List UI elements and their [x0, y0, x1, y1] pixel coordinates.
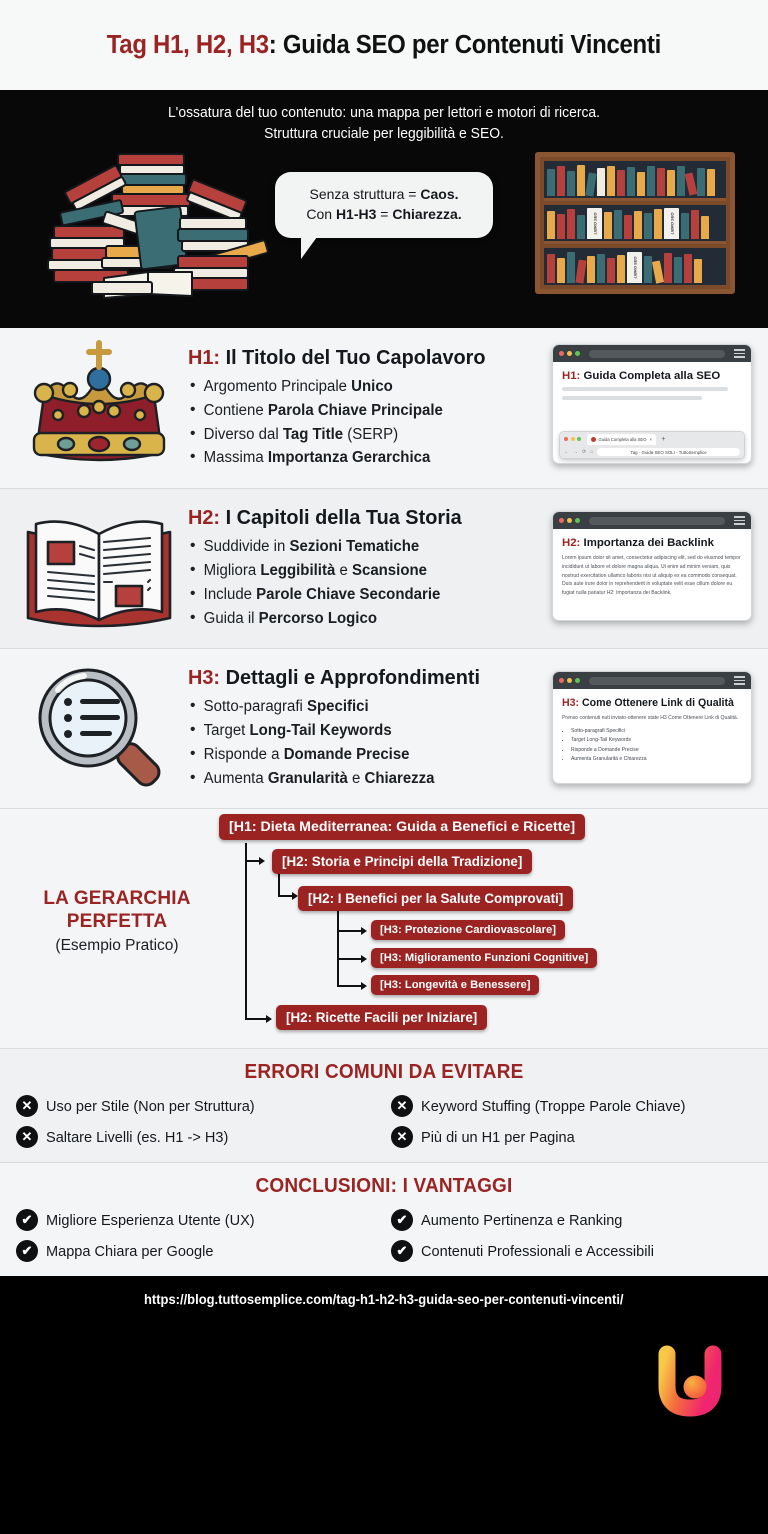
mockup-bullet-list: [571, 727, 742, 765]
arrow-icon: [361, 927, 367, 935]
magnifier-list-icon: [14, 654, 184, 804]
mockup-body-text: Lorem ipsum dolor sit amet, consectetur adipiscing elit, sed do eiusmod tempor incididunt ut labore et dolore magna aliqua. Ut enim ad minim veniam, quis nostrud exercitation ullamco laboris nisi ut aliquip ex ea commodo consequat. Duis aute irure dolor in reprehenderit in voluptate velit esse cillum dolore eu fugiat nulla pariatur H2: Importanza dei Backlink.: [562, 555, 741, 596]
connector-branch: [337, 907, 339, 987]
hierarchy-node-h2-3: [H2: Ricette Facili per Iniziare]: [276, 1005, 487, 1030]
home-icon[interactable]: ⌂: [590, 449, 594, 455]
bookshelf-illustration: [535, 152, 735, 294]
browser-mockup-h3: [552, 671, 752, 784]
tab-title: Guida Completa alla SEO: [598, 436, 647, 442]
hero-subtitle-line1: L'ossatura del tuo contenuto: una mappa per lettori e motori di ricerca.: [167, 105, 601, 121]
mockup-content: [553, 689, 751, 773]
section-h1-heading-text: Il Titolo del Tuo Capolavoro: [225, 345, 486, 369]
mockup-intro-text: Prenso contenuti nuti inviato-ottenere state H3 Come Ottenere Link di Qualità.: [562, 715, 739, 721]
maximize-dot-icon: [575, 678, 580, 683]
hierarchy-node-h3-3: [H3: Longevità e Benessere]: [371, 975, 539, 995]
connector-branch: [337, 985, 362, 987]
forward-arrow-icon[interactable]: →: [573, 449, 578, 455]
connector-branch: [278, 895, 293, 897]
section-h2-tag: H2:: [188, 506, 221, 530]
connector-branch: [245, 860, 260, 862]
connector-branch: [245, 1018, 267, 1020]
errors-title: ERRORI COMUNI DA EVITARE: [244, 1061, 524, 1083]
footer-url-text[interactable]: https://blog.tuttosemplice.com/tag-h1-h2-h3-guida-seo-per-contenuti-vincenti/: [144, 1291, 624, 1307]
footer-url-bar: [0, 1276, 768, 1322]
list-item: • Include Parole Chiave Secondarie: [188, 583, 743, 607]
shelf-row: [544, 248, 726, 285]
address-bar[interactable]: [589, 517, 725, 525]
crown-icon: [14, 333, 184, 483]
bubble-line-1: [285, 184, 483, 204]
page-title: [107, 31, 661, 60]
nested-titlebar: [560, 432, 744, 446]
pro-item: ✔ Aumento Pertinenza e Ranking: [391, 1209, 752, 1231]
favicon-icon: [591, 437, 596, 442]
mockup-h2-heading: H2: Importanza dei Backlink: [562, 537, 714, 549]
shelf-book-label: LIBRO SEO: [587, 208, 602, 239]
error-item: ✕ Uso per Stile (Non per Struttura): [16, 1095, 377, 1117]
hero-subtitle-line2: Struttura cruciale per leggibilità e SEO.: [264, 125, 504, 142]
footer-logo-area: [0, 1322, 768, 1468]
mockup-h1-heading: H1: Guida Completa alla SEO: [562, 370, 721, 382]
reload-icon[interactable]: ⟳: [582, 449, 587, 455]
browser-tab[interactable]: [587, 434, 656, 445]
nested-url-field[interactable]: Tag - Guida SEO SOLI - TuttoSemplice: [597, 448, 740, 456]
list-item: • Sotto-paragrafi Specifici: [571, 727, 742, 736]
mockup-titlebar: [553, 345, 751, 362]
hierarchy-label-line2: PERFETTA: [66, 911, 168, 933]
maximize-dot-icon: [577, 437, 581, 441]
close-dot-icon: [559, 351, 564, 356]
bubble-line1-prefix: Senza struttura =: [309, 186, 421, 202]
shelf-book-label: LIBRO SEO: [664, 208, 679, 239]
list-item: • Risponde a Domande Precise: [188, 743, 743, 767]
conclusions-title: CONCLUSIONI: I VANTAGGI: [255, 1175, 513, 1197]
maximize-dot-icon: [575, 351, 580, 356]
check-circle-icon: ✔: [391, 1209, 413, 1231]
u-logo: [654, 1344, 726, 1420]
text-placeholder-line: [562, 387, 728, 391]
section-h3: [0, 648, 768, 808]
mockup-titlebar: [553, 512, 751, 529]
pro-item: ✔ Contenuti Professionali e Accessibili: [391, 1240, 752, 1262]
error-item: ✕ Saltare Livelli (es. H1 -> H3): [16, 1126, 377, 1148]
close-dot-icon: [559, 518, 564, 523]
bubble-line-2: [285, 204, 483, 224]
x-circle-icon: ✕: [391, 1126, 413, 1148]
list-item: • Guida il Percorso Logico: [188, 607, 743, 631]
connector-branch: [337, 930, 362, 932]
list-item: • Sotto-paragrafi Specifici: [188, 695, 743, 719]
list-item: • Argomento Principale Unico: [188, 375, 743, 399]
page-title-rest: : Guida SEO per Contenuti Vincenti: [268, 30, 662, 59]
section-h3-heading-text: Dettagli e Approfondimenti: [225, 666, 481, 690]
connector-branch: [337, 958, 362, 960]
mockup-content: [553, 529, 751, 607]
bubble-line2-prefix: Con: [306, 206, 336, 223]
section-h2: [0, 488, 768, 648]
error-item: ✕ Keyword Stuffing (Troppe Parole Chiave): [391, 1095, 752, 1117]
minimize-dot-icon: [567, 678, 572, 683]
minimize-dot-icon: [567, 518, 572, 523]
x-circle-icon: ✕: [391, 1095, 413, 1117]
browser-mockup-h1: [552, 344, 752, 464]
speech-bubble: [275, 172, 493, 238]
hierarchy-section: [0, 808, 768, 1048]
pro-item: ✔ Mappa Chiara per Google: [16, 1240, 377, 1262]
bubble-line2-bold1: H1-H3: [335, 206, 377, 223]
address-bar[interactable]: [589, 350, 725, 358]
arrow-icon: [361, 982, 367, 990]
bubble-line2-bold2: Chiarezza.: [392, 206, 462, 223]
address-bar[interactable]: [589, 677, 725, 685]
hero-subtitle: [15, 103, 752, 144]
bubble-line2-mid: =: [376, 206, 393, 223]
list-item: • Massima Importanza Gerarchica: [188, 446, 743, 470]
hierarchy-label-line1: LA GERARCHIA: [43, 888, 191, 909]
connector-trunk: [245, 843, 247, 1019]
list-item: • Diverso dal Tag Title (SERP): [188, 423, 743, 447]
minimize-dot-icon: [567, 351, 572, 356]
close-dot-icon: [564, 437, 568, 441]
maximize-dot-icon: [575, 518, 580, 523]
book-pile-illustration: [32, 152, 272, 300]
errors-grid: [16, 1095, 752, 1148]
hierarchy-label: [22, 887, 212, 955]
list-item: • Contiene Parola Chiave Principale: [188, 399, 743, 423]
hamburger-menu-icon[interactable]: [734, 349, 745, 358]
connector-branch: [278, 871, 280, 896]
hamburger-menu-icon[interactable]: [734, 516, 745, 525]
arrow-icon: [266, 1015, 272, 1023]
nested-address-bar-row: [560, 446, 744, 458]
back-arrow-icon[interactable]: ←: [564, 449, 569, 455]
page-title-bar: [0, 0, 768, 90]
conclusions-section: [0, 1162, 768, 1276]
hero-illustrations: [0, 152, 768, 322]
shelf-row: [544, 161, 726, 201]
errors-section: [0, 1048, 768, 1162]
list-item: • Target Long-Tail Keywords: [188, 719, 743, 743]
section-h1: [0, 328, 768, 488]
list-item: • Target Long-Tail Keywords: [571, 736, 742, 745]
list-item: • Aumenta Granularità e Chiarezza: [571, 755, 742, 764]
conclusions-grid: [16, 1209, 752, 1262]
page-title-accent: Tag H1, H2, H3: [106, 30, 269, 59]
hierarchy-label-line3: (Esempio Pratico): [55, 937, 179, 955]
arrow-icon: [259, 857, 265, 865]
nested-browser-window: [559, 431, 745, 459]
section-h2-heading-text: I Capitoli della Tua Storia: [225, 506, 462, 530]
list-item: • Risponde a Domande Precise: [571, 746, 742, 755]
list-item: • Suddivide in Sezioni Tematiche: [188, 535, 743, 559]
mockup-content: [553, 362, 751, 409]
open-book-icon: [14, 494, 184, 644]
error-item: ✕ Più di un H1 per Pagina: [391, 1126, 752, 1148]
hierarchy-node-h2-2: [H2: I Benefici per la Salute Comprovati]: [298, 886, 573, 911]
section-h1-tag: H1:: [188, 345, 221, 369]
minimize-dot-icon: [571, 437, 575, 441]
check-circle-icon: ✔: [16, 1209, 38, 1231]
x-circle-icon: ✕: [16, 1095, 38, 1117]
hamburger-menu-icon[interactable]: [734, 676, 745, 685]
browser-mockup-h2: [552, 511, 752, 621]
hierarchy-node-h1: [H1: Dieta Mediterranea: Guida a Benefici e Ricette]: [219, 814, 585, 840]
bubble-line1-bold: Caos.: [420, 186, 459, 202]
mockup-titlebar: [553, 672, 751, 689]
x-circle-icon: ✕: [16, 1126, 38, 1148]
shelf-row: [544, 205, 726, 245]
check-circle-icon: ✔: [16, 1240, 38, 1262]
section-h3-tag: H3:: [188, 666, 221, 690]
pro-item: ✔ Migliore Esperienza Utente (UX): [16, 1209, 377, 1231]
hierarchy-node-h3-1: [H3: Protezione Cardiovascolare]: [371, 920, 565, 940]
list-item: • Aumenta Granularità e Chiarezza: [188, 767, 743, 791]
hierarchy-node-h2-1: [H2: Storia e Principi della Tradizione]: [272, 849, 532, 874]
check-circle-icon: ✔: [391, 1240, 413, 1262]
hero-section: [0, 90, 768, 328]
list-item: • Migliora Leggibilità e Scansione: [188, 559, 743, 583]
close-dot-icon: [559, 678, 564, 683]
shelf-book-label: LIBRO SEO: [627, 252, 642, 283]
hierarchy-node-h3-2: [H3: Miglioramento Funzioni Cognitive]: [371, 948, 597, 968]
text-placeholder-line: [562, 396, 702, 400]
new-tab-button[interactable]: +: [661, 435, 666, 443]
arrow-icon: [361, 955, 367, 963]
tab-close-icon[interactable]: ×: [649, 436, 652, 442]
mockup-h3-heading: H3: Come Ottenere Link di Qualità: [562, 697, 734, 709]
